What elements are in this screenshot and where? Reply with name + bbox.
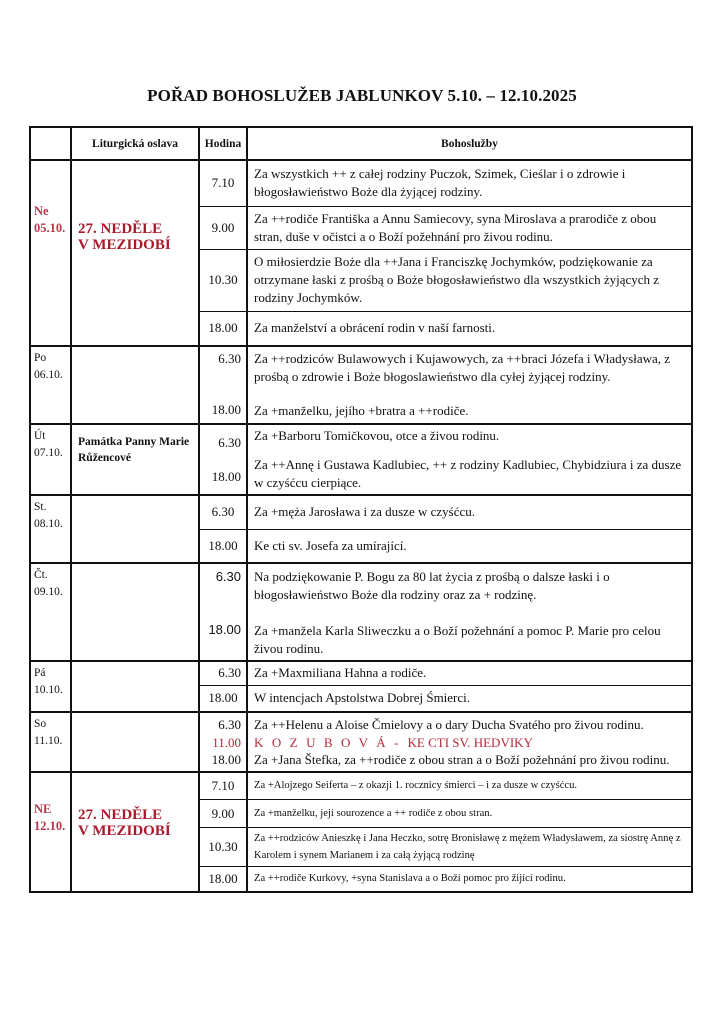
mass-intention-cell: [247, 346, 692, 424]
table-row: [30, 346, 692, 424]
day-cell: [30, 563, 71, 661]
mass-time-highlight: 11.00: [212, 734, 241, 750]
mass-time: 10.30: [199, 249, 247, 311]
mass-time: 10.30: [199, 828, 247, 867]
mass-intention: Za +Barboru Tomičkovou, otce a živou rodinu.: [254, 428, 500, 443]
mass-intention: Za ++rodiče Františka a Annu Samiecovy, syna Miroslava a prarodiče z obou stran, duše v očistci a o Boží požehnání pro živou rodinu.: [247, 206, 692, 249]
day-cell: [30, 712, 71, 772]
mass-time: 18.00: [211, 752, 241, 767]
mass-time: 6.30: [218, 435, 241, 450]
mass-intention: Za ++rodziców Anieszkę i Jana Heczko, sotrę Bronisławę z mężem Władysławem, za siostrę Annę z Karolem i synem Marianem i za całą żyjącą rodzinę: [247, 828, 692, 867]
mass-intention: Za manželství a obrácení rodin v naší farnosti.: [247, 311, 692, 346]
mass-time: 18.00: [211, 402, 241, 417]
celebration-line: V MEZIDOBÍ: [78, 237, 171, 253]
day-name: Čt.: [34, 569, 48, 581]
table-header-row: [30, 127, 692, 160]
mass-time-cell: [199, 346, 247, 424]
mass-intention: Ke cti sv. Josefa za umírající.: [247, 529, 692, 563]
highlight-place: K O Z U B O V Á -: [254, 734, 402, 750]
day-date: 08.10.: [34, 518, 63, 530]
day-cell: [30, 160, 71, 346]
mass-intention: Za +Alojzego Seiferta – z okazji 1. rocznicy śmierci – i za dusze w czyśćcu.: [247, 772, 692, 800]
celebration-line: 27. NEDĚLE: [78, 221, 163, 237]
celebration-cell: [71, 661, 199, 712]
mass-intention: Za +Maxmiliana Hahna a rodiče.: [247, 661, 692, 685]
mass-intention: Za +manželku, jejího +bratra a ++rodiče.: [254, 403, 469, 418]
celebration-cell: [71, 160, 199, 346]
mass-time: 18.00: [199, 867, 247, 892]
mass-time: 6.30: [218, 717, 241, 732]
header-celebration: Liturgická oslava: [71, 127, 199, 160]
day-date: 11.10.: [34, 735, 63, 747]
highlight-intention: KE CTI SV. HEDVIKY: [407, 734, 533, 750]
day-cell: [30, 495, 71, 563]
celebration-line: V MEZIDOBÍ: [78, 822, 171, 839]
header-services: Bohoslužby: [247, 127, 692, 160]
mass-time: 7.10: [199, 160, 247, 206]
table-row: [30, 661, 692, 685]
day-cell: [30, 424, 71, 495]
mass-time: 18.00: [199, 311, 247, 346]
mass-time-cell: [199, 563, 247, 661]
header-time: Hodina: [199, 127, 247, 160]
mass-schedule-table: [29, 126, 693, 893]
day-cell: [30, 346, 71, 424]
day-name: So: [34, 718, 47, 730]
table-row: [30, 712, 692, 772]
mass-intention: Za +manžela Karla Sliweczku a o Boží požehnání a pomoc P. Marie pro celou živou rodinu.: [254, 623, 661, 656]
mass-intention-cell: [247, 563, 692, 661]
mass-intention: Za ++rodziców Bulawowych i Kujawowych, za ++braci Józefa i Władysława, z prośbą o zdrowie i Boże błogoslawieństwo dla cyłej żyjącej rodziny.: [254, 351, 671, 384]
celebration-line: Růžencové: [78, 452, 132, 464]
mass-time: 18.00: [211, 469, 241, 484]
header-day: [30, 127, 71, 160]
day-name: St.: [34, 501, 47, 513]
mass-time: 18.00: [208, 622, 241, 637]
mass-time: 18.00: [199, 685, 247, 712]
mass-time: 6.30: [199, 495, 247, 529]
mass-intention: Za +męża Jarosława i za dusze w czyśćcu.: [247, 495, 692, 529]
mass-intention-cell: [247, 424, 692, 495]
mass-time-cell: [199, 712, 247, 772]
celebration-line: Památka Panny Marie: [78, 436, 190, 448]
table-row: [30, 563, 692, 661]
mass-time: 7.10: [199, 772, 247, 800]
table-row: [30, 424, 692, 495]
celebration-cell: [71, 495, 199, 563]
mass-time: 18.00: [199, 529, 247, 563]
mass-intention: Za ++rodiče Kurkovy, +syna Stanislava a o Boží pomoc pro žijící rodinu.: [247, 867, 692, 892]
celebration-cell: [71, 424, 199, 495]
day-date: 05.10.: [34, 221, 66, 235]
day-name: Pá: [34, 667, 46, 679]
celebration-cell: [71, 563, 199, 661]
day-date: 06.10.: [34, 369, 63, 381]
mass-time: 9.00: [199, 206, 247, 249]
celebration-line: 27. NEDĚLE: [78, 806, 163, 823]
day-date: 09.10.: [34, 586, 63, 598]
mass-intention: Za +manželku, její sourozence a ++ rodiče z obou stran.: [247, 800, 692, 828]
day-name: Út: [34, 430, 46, 442]
table-row: [30, 772, 692, 800]
mass-time: 9.00: [199, 800, 247, 828]
mass-intention-highlight: [254, 734, 685, 752]
day-date: 10.10.: [34, 684, 63, 696]
day-name: Ne: [34, 204, 49, 218]
celebration-cell: [71, 346, 199, 424]
celebration-cell: [71, 772, 199, 892]
mass-intention: Na podziękowanie P. Bogu za 80 lat życia z prośbą o dalsze łaski i o błogosławieństwo Boże dla rodziny oraz za + rodzinę.: [254, 569, 610, 602]
table-row: [30, 495, 692, 529]
mass-time: 6.30: [215, 569, 241, 584]
mass-intention: O miłosierdzie Boże dla ++Jana i Franciszkę Jochymków, podziękowanie za otrzymane łaski z prośbą o Boże błogosławieństwo dla wszystkich żyjących z rodziny Jochymków.: [247, 249, 692, 311]
mass-intention: Za ++Helenu a Aloise Čmielovy a o dary Ducha Svatého pro živou rodinu.: [254, 717, 644, 732]
day-name: NE: [34, 801, 52, 816]
mass-time: 6.30: [199, 661, 247, 685]
page-title: POŘAD BOHOSLUŽEB JABLUNKOV 5.10. – 12.10.2025: [147, 86, 577, 105]
day-name: Po: [34, 352, 47, 364]
mass-time: 6.30: [218, 351, 241, 366]
day-cell: [30, 661, 71, 712]
day-date: 07.10.: [34, 447, 63, 459]
mass-intention-cell: [247, 712, 692, 772]
day-date: 12.10.: [34, 818, 66, 833]
day-cell: [30, 772, 71, 892]
table-row: [30, 160, 692, 206]
mass-intention: Za ++Annę i Gustawa Kadlubiec, ++ z rodziny Kadlubiec, Chybidziura i za dusze w czyśćcu cierpiące.: [254, 457, 682, 490]
mass-intention: Za +Jana Štefka, za ++rodiče z obou stran a o Boží požehnání pro živou rodinu.: [254, 752, 670, 767]
mass-intention: Za wszystkich ++ z całej rodziny Puczok, Szimek, Cieślar i o zdrowie i błogosławieństwo Boże dla żyjącej rodziny.: [247, 160, 692, 206]
mass-intention: W intencjach Apstolstwa Dobrej Śmierci.: [247, 685, 692, 712]
mass-time-cell: [199, 424, 247, 495]
celebration-cell: [71, 712, 199, 772]
